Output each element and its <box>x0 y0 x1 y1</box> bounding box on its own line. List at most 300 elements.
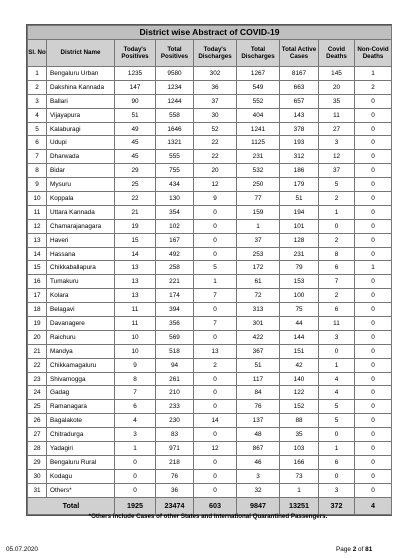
total-positives-cell: 76 <box>156 469 194 483</box>
table-row <box>28 192 392 206</box>
today-discharges-cell: 37 <box>194 94 237 108</box>
covid-deaths-cell: 27 <box>319 122 355 136</box>
non-covid-deaths-cell: 0 <box>355 414 392 428</box>
today-discharges-cell: 0 <box>194 205 237 219</box>
active-cases-cell: 663 <box>280 80 319 94</box>
active-cases-cell: 73 <box>280 469 319 483</box>
today-positives-cell: 0 <box>115 483 156 497</box>
sl-no-cell: 7 <box>28 150 47 164</box>
sl-no-cell: 4 <box>28 108 47 122</box>
page-current: 2 <box>352 546 357 553</box>
district-name-cell: Chikkaballapura <box>47 261 115 275</box>
table-row <box>28 275 392 289</box>
sl-no-cell: 2 <box>28 80 47 94</box>
active-cases-cell: 151 <box>280 344 319 358</box>
col-header-today-positives: Today's Positives <box>115 40 156 67</box>
non-covid-deaths-cell: 0 <box>355 164 392 178</box>
today-positives-cell: 7 <box>115 386 156 400</box>
district-name-cell: Mandya <box>47 344 115 358</box>
today-discharges-cell: 30 <box>194 108 237 122</box>
total-positives-cell: 1646 <box>156 122 194 136</box>
non-covid-deaths-cell: 0 <box>355 150 392 164</box>
district-name-cell: Bagalakote <box>47 414 115 428</box>
today-discharges-cell: 12 <box>194 178 237 192</box>
district-name-cell: Ballari <box>47 94 115 108</box>
today-positives-cell: 51 <box>115 108 156 122</box>
today-discharges-cell: 0 <box>194 219 237 233</box>
active-cases-cell: 194 <box>280 205 319 219</box>
total-discharges-cell: 3 <box>237 469 280 483</box>
page-total: 81 <box>365 546 373 553</box>
today-discharges-cell: 0 <box>194 483 237 497</box>
total-positives-cell: 518 <box>156 344 194 358</box>
table-row <box>28 386 392 400</box>
total-discharges-cell: 72 <box>237 289 280 303</box>
covid-deaths-cell: 0 <box>319 428 355 442</box>
active-cases-cell: 79 <box>280 261 319 275</box>
covid-deaths-cell: 2 <box>319 192 355 206</box>
table-row <box>28 178 392 192</box>
active-cases-cell: 51 <box>280 192 319 206</box>
total-discharges-cell: 172 <box>237 261 280 275</box>
today-positives-cell: 19 <box>115 219 156 233</box>
district-name-cell: Kodagu <box>47 469 115 483</box>
district-name-cell: Bidar <box>47 164 115 178</box>
total-discharges-cell: 61 <box>237 275 280 289</box>
district-name-cell: Dharwada <box>47 150 115 164</box>
today-discharges-cell: 0 <box>194 330 237 344</box>
today-positives-cell: 10 <box>115 330 156 344</box>
district-name-cell: Bengaluru Rural <box>47 455 115 469</box>
col-header-total-positives: Total Positives <box>156 40 194 67</box>
active-cases-cell: 88 <box>280 414 319 428</box>
col-header-total-discharges: Total Discharges <box>237 40 280 67</box>
active-cases-cell: 100 <box>280 289 319 303</box>
district-name-cell: Chitradurga <box>47 428 115 442</box>
sl-no-cell: 29 <box>28 455 47 469</box>
col-header-covid-deaths: Covid Deaths <box>319 40 355 67</box>
today-positives-cell: 49 <box>115 122 156 136</box>
active-cases-cell: 1 <box>280 483 319 497</box>
district-name-cell: Uttara Kannada <box>47 205 115 219</box>
total-positives-cell: 130 <box>156 192 194 206</box>
today-discharges-cell: 13 <box>194 344 237 358</box>
today-discharges-cell: 36 <box>194 80 237 94</box>
today-positives-cell: 29 <box>115 164 156 178</box>
sl-no-cell: 1 <box>28 67 47 81</box>
total-positives-cell: 174 <box>156 289 194 303</box>
table-row <box>28 289 392 303</box>
covid-deaths-cell: 2 <box>319 289 355 303</box>
sl-no-cell: 20 <box>28 330 47 344</box>
today-discharges-cell: 0 <box>194 400 237 414</box>
total-non-covid-deaths: 4 <box>355 497 392 514</box>
non-covid-deaths-cell: 0 <box>355 289 392 303</box>
covid-deaths-cell: 0 <box>319 344 355 358</box>
non-covid-deaths-cell: 0 <box>355 483 392 497</box>
today-positives-cell: 0 <box>115 455 156 469</box>
active-cases-cell: 103 <box>280 442 319 456</box>
today-discharges-cell: 14 <box>194 414 237 428</box>
table-row <box>28 80 392 94</box>
today-discharges-cell: 0 <box>194 386 237 400</box>
active-cases-cell: 152 <box>280 400 319 414</box>
non-covid-deaths-cell: 0 <box>355 428 392 442</box>
covid-abstract-table-container <box>26 24 392 516</box>
covid-deaths-cell: 3 <box>319 483 355 497</box>
covid-deaths-cell: 37 <box>319 164 355 178</box>
covid-deaths-cell: 7 <box>319 275 355 289</box>
total-discharges-cell: 76 <box>237 400 280 414</box>
non-covid-deaths-cell: 0 <box>355 400 392 414</box>
today-discharges-cell: 0 <box>194 469 237 483</box>
non-covid-deaths-cell: 0 <box>355 358 392 372</box>
total-discharges-cell: 313 <box>237 303 280 317</box>
total-positives-cell: 755 <box>156 164 194 178</box>
total-positives-cell: 971 <box>156 442 194 456</box>
table-body <box>28 67 392 498</box>
table-row <box>28 261 392 275</box>
table-row <box>28 317 392 331</box>
total-positives-cell: 9580 <box>156 67 194 81</box>
non-covid-deaths-cell: 0 <box>355 386 392 400</box>
total-discharges-cell: 422 <box>237 330 280 344</box>
col-header-district: District Name <box>47 40 115 67</box>
sl-no-cell: 25 <box>28 400 47 414</box>
district-name-cell: Kalaburagi <box>47 122 115 136</box>
today-positives-cell: 0 <box>115 469 156 483</box>
today-positives-cell: 45 <box>115 136 156 150</box>
sl-no-cell: 16 <box>28 275 47 289</box>
non-covid-deaths-cell: 0 <box>355 136 392 150</box>
total-today-discharges: 603 <box>194 497 237 514</box>
district-name-cell: Raichuru <box>47 330 115 344</box>
total-positives-cell: 36 <box>156 483 194 497</box>
non-covid-deaths-cell: 2 <box>355 80 392 94</box>
sl-no-cell: 6 <box>28 136 47 150</box>
table-row <box>28 442 392 456</box>
table-row <box>28 233 392 247</box>
non-covid-deaths-cell: 0 <box>355 317 392 331</box>
total-positives-cell: 394 <box>156 303 194 317</box>
total-covid-deaths: 372 <box>319 497 355 514</box>
active-cases-cell: 75 <box>280 303 319 317</box>
sl-no-cell: 18 <box>28 303 47 317</box>
covid-deaths-cell: 0 <box>319 219 355 233</box>
total-positives-cell: 230 <box>156 414 194 428</box>
district-name-cell: Koppala <box>47 192 115 206</box>
total-discharges-cell: 159 <box>237 205 280 219</box>
today-positives-cell: 11 <box>115 303 156 317</box>
total-discharges-cell: 250 <box>237 178 280 192</box>
sl-no-cell: 5 <box>28 122 47 136</box>
non-covid-deaths-cell: 0 <box>355 469 392 483</box>
today-positives-cell: 6 <box>115 400 156 414</box>
col-header-active-cases: Total Active Cases <box>280 40 319 67</box>
covid-deaths-cell: 8 <box>319 247 355 261</box>
total-positives-cell: 1244 <box>156 94 194 108</box>
total-label: Total <box>28 497 115 514</box>
today-discharges-cell: 9 <box>194 192 237 206</box>
active-cases-cell: 186 <box>280 164 319 178</box>
sl-no-cell: 22 <box>28 358 47 372</box>
total-discharges-cell: 51 <box>237 358 280 372</box>
total-today-positives: 1925 <box>115 497 156 514</box>
table-row <box>28 247 392 261</box>
covid-deaths-cell: 5 <box>319 178 355 192</box>
today-discharges-cell: 7 <box>194 317 237 331</box>
active-cases-cell: 8167 <box>280 67 319 81</box>
district-name-cell: Belagavi <box>47 303 115 317</box>
covid-deaths-cell: 6 <box>319 455 355 469</box>
covid-deaths-cell: 6 <box>319 261 355 275</box>
active-cases-cell: 179 <box>280 178 319 192</box>
today-discharges-cell: 2 <box>194 358 237 372</box>
today-discharges-cell: 5 <box>194 261 237 275</box>
active-cases-cell: 193 <box>280 136 319 150</box>
district-name-cell: Yadagiri <box>47 442 115 456</box>
covid-abstract-table <box>27 25 392 515</box>
active-cases-cell: 35 <box>280 428 319 442</box>
non-covid-deaths-cell: 0 <box>355 205 392 219</box>
sl-no-cell: 28 <box>28 442 47 456</box>
covid-deaths-cell: 1 <box>319 205 355 219</box>
sl-no-cell: 12 <box>28 219 47 233</box>
today-positives-cell: 90 <box>115 94 156 108</box>
non-covid-deaths-cell: 0 <box>355 178 392 192</box>
district-name-cell: Haveri <box>47 233 115 247</box>
non-covid-deaths-cell: 1 <box>355 261 392 275</box>
district-name-cell: Hassana <box>47 247 115 261</box>
table-row <box>28 108 392 122</box>
district-name-cell: Kolara <box>47 289 115 303</box>
table-row <box>28 414 392 428</box>
today-positives-cell: 25 <box>115 178 156 192</box>
table-row <box>28 400 392 414</box>
today-positives-cell: 147 <box>115 80 156 94</box>
active-cases-cell: 143 <box>280 108 319 122</box>
today-positives-cell: 8 <box>115 372 156 386</box>
today-positives-cell: 15 <box>115 233 156 247</box>
table-row <box>28 94 392 108</box>
table-title: District wise Abstract of COVID-19 <box>28 26 392 40</box>
total-discharges-cell: 867 <box>237 442 280 456</box>
non-covid-deaths-cell: 0 <box>355 192 392 206</box>
covid-deaths-cell: 20 <box>319 80 355 94</box>
non-covid-deaths-cell: 0 <box>355 219 392 233</box>
non-covid-deaths-cell: 0 <box>355 108 392 122</box>
today-discharges-cell: 20 <box>194 164 237 178</box>
total-discharges-cell: 48 <box>237 428 280 442</box>
covid-deaths-cell: 1 <box>319 442 355 456</box>
active-cases-cell: 101 <box>280 219 319 233</box>
today-discharges-cell: 0 <box>194 428 237 442</box>
sl-no-cell: 30 <box>28 469 47 483</box>
total-discharges-cell: 32 <box>237 483 280 497</box>
table-row <box>28 469 392 483</box>
sl-no-cell: 19 <box>28 317 47 331</box>
total-discharges-cell: 1241 <box>237 122 280 136</box>
today-positives-cell: 13 <box>115 275 156 289</box>
district-name-cell: Vijayapura <box>47 108 115 122</box>
today-discharges-cell: 0 <box>194 372 237 386</box>
active-cases-cell: 140 <box>280 372 319 386</box>
covid-deaths-cell: 3 <box>319 330 355 344</box>
non-covid-deaths-cell: 1 <box>355 67 392 81</box>
sl-no-cell: 3 <box>28 94 47 108</box>
total-positives-cell: 167 <box>156 233 194 247</box>
active-cases-cell: 144 <box>280 330 319 344</box>
total-positives-cell: 83 <box>156 428 194 442</box>
active-cases-cell: 378 <box>280 122 319 136</box>
non-covid-deaths-cell: 0 <box>355 330 392 344</box>
covid-deaths-cell: 5 <box>319 414 355 428</box>
today-discharges-cell: 52 <box>194 122 237 136</box>
total-positives-cell: 1234 <box>156 80 194 94</box>
today-positives-cell: 1 <box>115 442 156 456</box>
table-row <box>28 344 392 358</box>
total-discharges-cell: 1 <box>237 219 280 233</box>
col-header-today-discharges: Today's Discharges <box>194 40 237 67</box>
total-positives-cell: 555 <box>156 150 194 164</box>
covid-deaths-cell: 6 <box>319 303 355 317</box>
table-row <box>28 150 392 164</box>
today-discharges-cell: 22 <box>194 136 237 150</box>
total-discharges-cell: 37 <box>237 233 280 247</box>
total-discharges-cell: 117 <box>237 372 280 386</box>
total-positives-cell: 1321 <box>156 136 194 150</box>
today-discharges-cell: 0 <box>194 455 237 469</box>
active-cases-cell: 122 <box>280 386 319 400</box>
today-positives-cell: 14 <box>115 247 156 261</box>
non-covid-deaths-cell: 0 <box>355 247 392 261</box>
table-row <box>28 164 392 178</box>
sl-no-cell: 10 <box>28 192 47 206</box>
today-positives-cell: 13 <box>115 289 156 303</box>
total-positives-cell: 492 <box>156 247 194 261</box>
total-row <box>28 497 392 514</box>
total-discharges-cell: 532 <box>237 164 280 178</box>
sl-no-cell: 14 <box>28 247 47 261</box>
active-cases-cell: 153 <box>280 275 319 289</box>
total-positives-cell: 569 <box>156 330 194 344</box>
district-name-cell: Mysuru <box>47 178 115 192</box>
footer-page-number <box>336 546 372 553</box>
covid-deaths-cell: 145 <box>319 67 355 81</box>
sl-no-cell: 31 <box>28 483 47 497</box>
total-active-cases: 13251 <box>280 497 319 514</box>
covid-deaths-cell: 4 <box>319 372 355 386</box>
non-covid-deaths-cell: 0 <box>355 442 392 456</box>
non-covid-deaths-cell: 0 <box>355 275 392 289</box>
total-discharges-cell: 231 <box>237 150 280 164</box>
covid-deaths-cell: 0 <box>319 469 355 483</box>
table-row <box>28 330 392 344</box>
active-cases-cell: 42 <box>280 358 319 372</box>
col-header-sl: Sl. No <box>28 40 47 67</box>
sl-no-cell: 26 <box>28 414 47 428</box>
total-discharges-cell: 1267 <box>237 67 280 81</box>
total-discharges-cell: 253 <box>237 247 280 261</box>
total-positives-cell: 218 <box>156 455 194 469</box>
total-positives: 23474 <box>156 497 194 514</box>
today-discharges-cell: 0 <box>194 233 237 247</box>
district-name-cell: Udupi <box>47 136 115 150</box>
sl-no-cell: 11 <box>28 205 47 219</box>
sl-no-cell: 13 <box>28 233 47 247</box>
covid-deaths-cell: 12 <box>319 150 355 164</box>
total-positives-cell: 94 <box>156 358 194 372</box>
total-positives-cell: 258 <box>156 261 194 275</box>
today-positives-cell: 21 <box>115 205 156 219</box>
today-positives-cell: 4 <box>115 414 156 428</box>
covid-deaths-cell: 4 <box>319 386 355 400</box>
non-covid-deaths-cell: 0 <box>355 233 392 247</box>
covid-deaths-cell: 2 <box>319 233 355 247</box>
today-positives-cell: 3 <box>115 428 156 442</box>
today-positives-cell: 1235 <box>115 67 156 81</box>
active-cases-cell: 231 <box>280 247 319 261</box>
covid-deaths-cell: 5 <box>319 400 355 414</box>
footer-date: 05.07.2020 <box>6 546 38 553</box>
total-discharges-cell: 77 <box>237 192 280 206</box>
today-discharges-cell: 0 <box>194 303 237 317</box>
total-positives-cell: 261 <box>156 372 194 386</box>
footnote: *Others include Cases of other States and International Quarantined Passengers. <box>88 513 328 520</box>
total-discharges-cell: 404 <box>237 108 280 122</box>
today-positives-cell: 13 <box>115 261 156 275</box>
today-positives-cell: 10 <box>115 344 156 358</box>
total-positives-cell: 210 <box>156 386 194 400</box>
today-discharges-cell: 1 <box>194 275 237 289</box>
district-name-cell: Davanagere <box>47 317 115 331</box>
table-row <box>28 428 392 442</box>
table-row <box>28 358 392 372</box>
district-name-cell: Others* <box>47 483 115 497</box>
covid-deaths-cell: 3 <box>319 136 355 150</box>
total-positives-cell: 102 <box>156 219 194 233</box>
sl-no-cell: 24 <box>28 386 47 400</box>
today-positives-cell: 11 <box>115 317 156 331</box>
non-covid-deaths-cell: 0 <box>355 94 392 108</box>
active-cases-cell: 657 <box>280 94 319 108</box>
active-cases-cell: 128 <box>280 233 319 247</box>
total-discharges: 9847 <box>237 497 280 514</box>
total-discharges-cell: 367 <box>237 344 280 358</box>
active-cases-cell: 166 <box>280 455 319 469</box>
district-name-cell: Tumakuru <box>47 275 115 289</box>
non-covid-deaths-cell: 0 <box>355 122 392 136</box>
covid-deaths-cell: 1 <box>319 358 355 372</box>
table-row <box>28 219 392 233</box>
district-name-cell: Bengaluru Urban <box>47 67 115 81</box>
total-discharges-cell: 84 <box>237 386 280 400</box>
sl-no-cell: 15 <box>28 261 47 275</box>
col-header-non-covid-deaths: Non-Covid Deaths <box>355 40 392 67</box>
total-discharges-cell: 137 <box>237 414 280 428</box>
total-discharges-cell: 552 <box>237 94 280 108</box>
district-name-cell: Dakshina Kannada <box>47 80 115 94</box>
today-positives-cell: 22 <box>115 192 156 206</box>
total-discharges-cell: 46 <box>237 455 280 469</box>
table-row <box>28 67 392 81</box>
district-name-cell: Shivamogga <box>47 372 115 386</box>
table-row <box>28 372 392 386</box>
today-positives-cell: 9 <box>115 358 156 372</box>
table-row <box>28 483 392 497</box>
non-covid-deaths-cell: 0 <box>355 455 392 469</box>
sl-no-cell: 23 <box>28 372 47 386</box>
